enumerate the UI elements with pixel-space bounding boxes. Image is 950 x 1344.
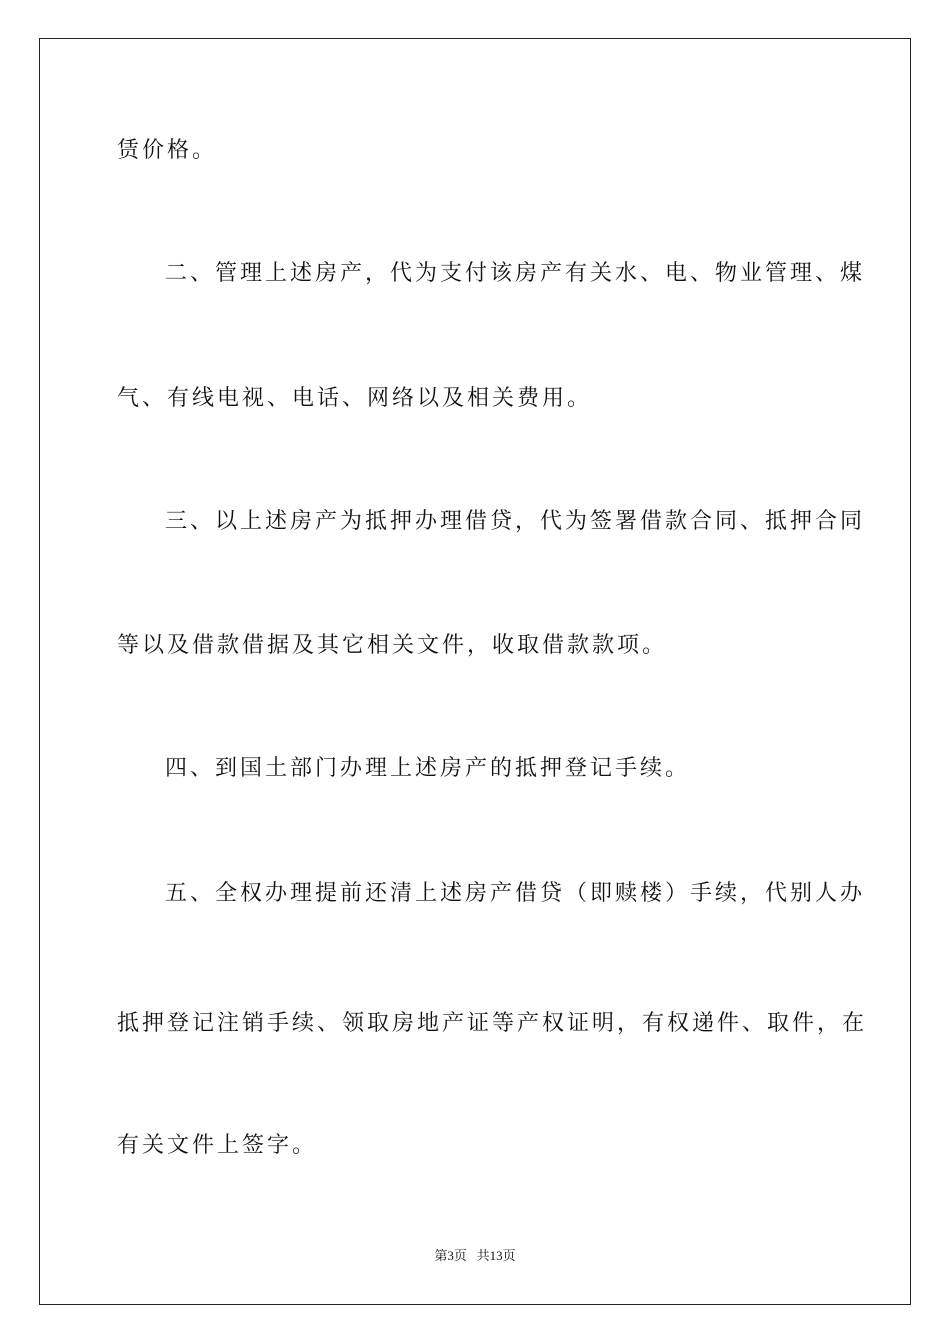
page-number: 第3页 共13页 [434,1248,516,1263]
text-line: 四、到国土部门办理上述房产的抵押登记手续。 [165,756,691,781]
text-line: 抵押登记注销手续、领取房地产证等产权证明，有权递件、取件，在 [117,1011,868,1036]
text-line: 有关文件上签字。 [117,1133,318,1158]
text-line: 三、以上述房产为抵押办理借贷，代为签署借款合同、抵押合同 [165,509,866,534]
text-line: 等以及借款借据及其它相关文件，收取借款款项。 [117,633,668,658]
page-border [39,38,911,1305]
text-line: 赁价格。 [117,138,218,163]
text-line: 五、全权办理提前还清上述房产借贷（即赎楼）手续，代别人办 [165,881,866,906]
text-line: 二、管理上述房产，代为支付该房产有关水、电、物业管理、煤 [165,261,866,286]
text-line: 气、有线电视、电话、网络以及相关费用。 [117,386,593,411]
